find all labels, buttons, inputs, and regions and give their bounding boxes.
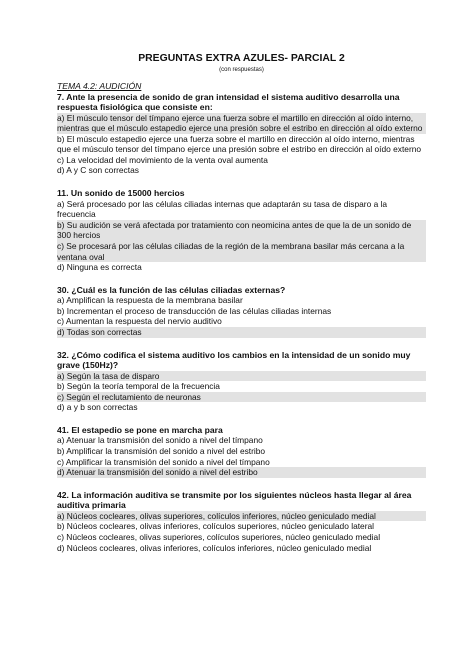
document-title: PREGUNTAS EXTRA AZULES- PARCIAL 2 xyxy=(138,53,345,64)
answer-option-highlighted: d) Todas son correctas xyxy=(57,327,426,338)
answer-option: d) Núcleos cocleares, olivas inferiores, colículos inferiores, núcleo geniculado medial xyxy=(57,542,372,553)
answer-option: a) Será procesado por las células ciliadas internas que adaptarán su tasa de disparo a la frecuencia xyxy=(57,198,388,220)
question-block xyxy=(57,285,426,338)
answer-option: d) A y C son correctas xyxy=(57,165,139,176)
answer-option: a) Atenuar la transmisión del sonido a nivel del tímpano xyxy=(57,435,263,446)
answer-option: b) Amplificar la transmisión del sonido a nivel del estribo xyxy=(57,446,266,457)
question-text: 11. Un sonido de 15000 hercios xyxy=(57,188,185,199)
answer-option: b) Según la teoría temporal de la frecuencia xyxy=(57,381,220,392)
question-block xyxy=(57,350,426,413)
answer-option: a) Amplifican la respuesta de la membrana basilar xyxy=(57,295,243,306)
question-block xyxy=(57,490,426,553)
question-block xyxy=(57,425,426,478)
answer-option: c) Aumentan la respuesta del nervio auditivo xyxy=(57,316,222,327)
answer-option-highlighted: a) El músculo tensor del tímpano ejerce una fuerza sobre el martillo en dirección al oído interno, mientras que el músculo estapedio ejerce una presión sobre el estribo en dirección al oído externo xyxy=(57,113,426,134)
question-text: 42. La información auditiva se transmite por los siguientes núcleos hasta llegar al área auditiva primaria xyxy=(57,489,412,511)
document-subtitle: (con respuestas) xyxy=(219,67,264,73)
answer-option: c) La velocidad del movimiento de la venta oval aumenta xyxy=(57,154,268,165)
answer-option: b) Núcleos cocleares, olivas inferiores, colículos superiores, núcleo geniculado lateral xyxy=(57,521,375,532)
answer-option-highlighted: c) Se procesará por las células ciliadas de la región de la membrana basilar más cercana a la ventana oval xyxy=(57,241,426,262)
answer-option-highlighted: d) Atenuar la transmisión del sonido a nivel del estribo xyxy=(57,467,426,478)
answer-option-highlighted: a) Según la tasa de disparo xyxy=(57,371,426,382)
answer-option: c) Núcleos cocleares, olivas superiores, colículos superiores, núcleo geniculado medial xyxy=(57,532,381,543)
question-block xyxy=(57,92,426,177)
question-text: 7. Ante la presencia de sonido de gran intensidad el sistema auditivo desarrolla una respuesta fisiológica que consiste en: xyxy=(57,91,400,112)
answer-option-highlighted: c) Según el reclutamiento de neuronas xyxy=(57,392,426,403)
question-text: 32. ¿Cómo codifica el sistema auditivo los cambios en la intensidad de un sonido muy grave (150Hz)? xyxy=(57,349,411,371)
question-block xyxy=(57,188,426,273)
question-text: 41. El estapedio se pone en marcha para xyxy=(57,424,223,435)
answer-option: b) El músculo estapedio ejerce una fuerza sobre el martillo en dirección al oído interno, mientras que el músculo tensor del tímpano ejerce una presión sobre el estribo en dirección al oído externo xyxy=(57,133,422,155)
answer-option-highlighted: a) Núcleos cocleares, olivas superiores, colículos inferiores, núcleo geniculado medial xyxy=(57,511,426,522)
answer-option: c) Amplificar la transmisión del sonido a nivel del tímpano xyxy=(57,456,270,467)
answer-option-highlighted: b) Su audición se verá afectada por tratamiento con neomicina antes de que la de un sonido de 300 hercios xyxy=(57,220,426,241)
answer-option: d) Ninguna es correcta xyxy=(57,262,142,273)
topic-heading: TEMA 4.2: AUDICIÓN xyxy=(57,81,142,91)
answer-option: d) a y b son correctas xyxy=(57,402,138,413)
question-text: 30. ¿Cuál es la función de las células ciliadas externas? xyxy=(57,284,286,295)
answer-option: b) Incrementan el proceso de transducción de las células ciliadas internas xyxy=(57,305,332,316)
question-list xyxy=(57,92,426,554)
